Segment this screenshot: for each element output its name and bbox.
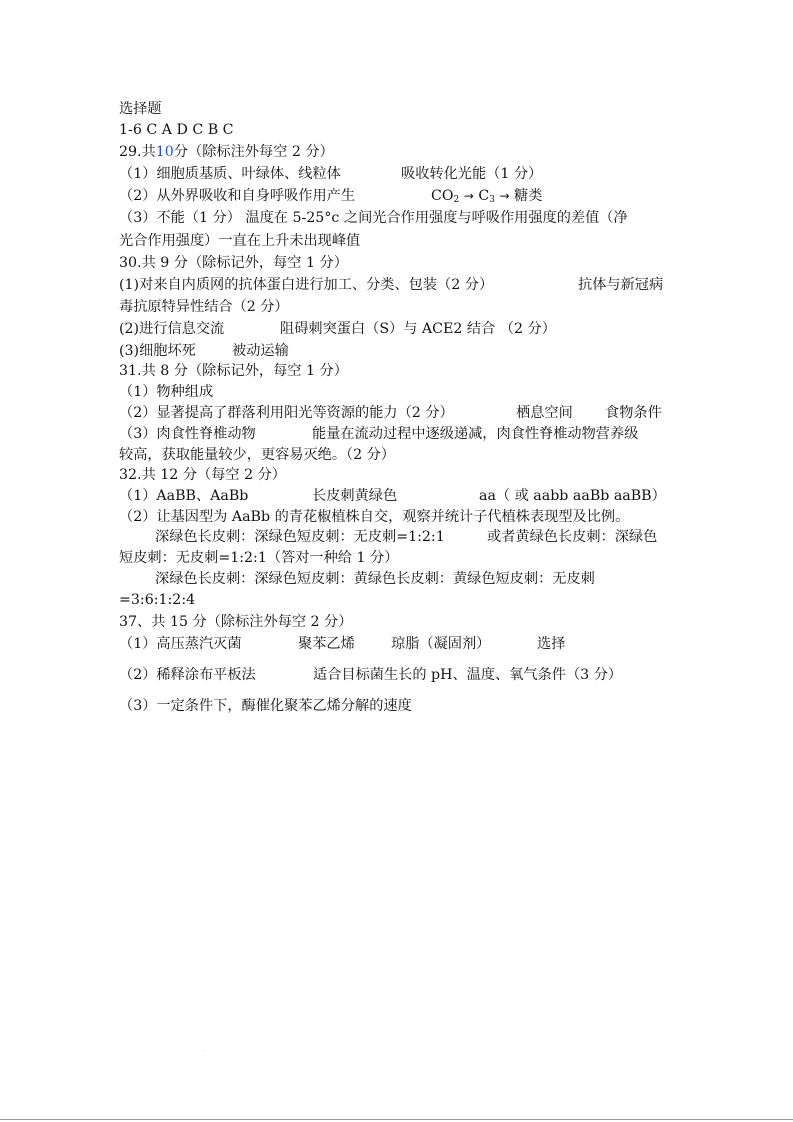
q29-score: 10 xyxy=(155,144,174,160)
q32-answer-2-cont: 短皮刺：无皮刺=1:2:1（答对一种给 1 分） xyxy=(119,550,399,566)
q37-answer-2a: （2）稀释涂布平板法 xyxy=(119,667,256,683)
q32-answer-2: （2）让基因型为 AaBb 的青花椒植株自交，观察并统计子代植株表现型及比例。 xyxy=(119,509,630,525)
q29-title: 29.共10分（除标注外每空 2 分） xyxy=(119,144,334,160)
q37-answer-2b: 适合目标菌生长的 pH、温度、氧气条件（3 分） xyxy=(313,667,623,683)
q30-answer-1b: 抗体与新冠病 xyxy=(578,277,664,293)
q32-answer-2-ratio-b: 或者黄绿色长皮刺：深绿色 xyxy=(487,529,658,545)
q30-answer-3b: 被动运输 xyxy=(232,343,289,359)
q31-answer-2c: 食物条件 xyxy=(605,405,662,421)
q29-answer-2a: （2）从外界吸收和自身呼吸作用产生 xyxy=(119,188,356,204)
q30-answer-2a: (2)进行信息交流 xyxy=(119,321,225,337)
q37-title: 37、共 15 分（除标注外每空 2 分） xyxy=(119,614,353,630)
q30-answer-3a: (3)细胞坏死 xyxy=(119,343,196,359)
q30-answer-1a: (1)对来自内质网的抗体蛋白进行加工、分类、包装（2 分） xyxy=(119,277,494,293)
q29-answer-2-formula: $CO_2 \to C_3$ → 糖类 xyxy=(431,188,543,205)
q37-answer-1c: 琼脂（凝固剂） xyxy=(391,636,491,652)
q31-answer-3-cont: 较高，获取能量较少，更容易灭绝。（2 分） xyxy=(119,447,396,463)
q32-answer-1a: （1）AaBB、AaBb xyxy=(119,488,249,504)
q32-answer-1b: 长皮刺黄绿色 xyxy=(312,488,398,504)
q31-answer-2b: 栖息空间 xyxy=(516,405,573,421)
q29-answer-3: （3）不能（1 分） 温度在 5-25°c 之间光合作用强度与呼吸作用强度的差值（净 xyxy=(119,210,628,226)
q31-answer-3a: （3）肉食性脊椎动物 xyxy=(119,426,256,442)
q29-answer-3-cont: 光合作用强度）一直在上升未出现峰值 xyxy=(119,233,361,249)
q31-answer-1: （1）物种组成 xyxy=(119,384,214,400)
q37-answer-3: （3）一定条件下，酶催化聚苯乙烯分解的速度 xyxy=(119,698,412,714)
q37-answer-1b: 聚苯乙烯 xyxy=(298,636,355,652)
q29-answer-1a: （1）细胞质基质、叶绿体、线粒体 xyxy=(119,166,341,182)
q31-answer-2a: （2）显著提高了群落利用阳光等资源的能力（2 分） xyxy=(119,405,454,421)
q32-title: 32.共 12 分（每空 2 分） xyxy=(119,467,286,483)
q29-answer-1b: 吸收转化光能（1 分） xyxy=(401,166,543,182)
q32-answer-3-cont: =3:6:1:2:4 xyxy=(119,592,196,608)
section-title: 选择题 xyxy=(119,101,162,117)
arrow-icon: → xyxy=(499,189,510,203)
q30-answer-2b: 阻碍刺突蛋白（S）与 ACE2 结合 （2 分） xyxy=(280,321,556,337)
arrow-icon: → xyxy=(463,189,474,203)
q32-answer-3: 深绿色长皮刺：深绿色短皮刺：黄绿色长皮刺：黄绿色短皮刺：无皮刺 xyxy=(155,571,595,587)
choice-answers: 1-6 C A D C B C xyxy=(119,122,234,138)
q31-title: 31.共 8 分（除标记外，每空 1 分） xyxy=(119,363,348,379)
q32-answer-2-ratio-a: 深绿色长皮刺：深绿色短皮刺：无皮刺=1:2:1 xyxy=(155,529,445,545)
q31-answer-3b: 能量在流动过程中逐级递减，肉食性脊椎动物营养级 xyxy=(312,426,639,442)
q32-answer-1c: aa（ 或 aabb aaBb aaBB） xyxy=(479,488,666,504)
q37-answer-1d: 选择 xyxy=(537,636,566,652)
q30-title: 30.共 9 分（除标记外，每空 1 分） xyxy=(119,255,348,271)
page-bottom-divider xyxy=(0,1119,793,1120)
q30-answer-1-cont: 毒抗原特异性结合（2 分） xyxy=(119,299,289,315)
page-mark: . xyxy=(203,1046,205,1053)
q37-answer-1a: （1）高压蒸汽灭菌 xyxy=(119,636,242,652)
